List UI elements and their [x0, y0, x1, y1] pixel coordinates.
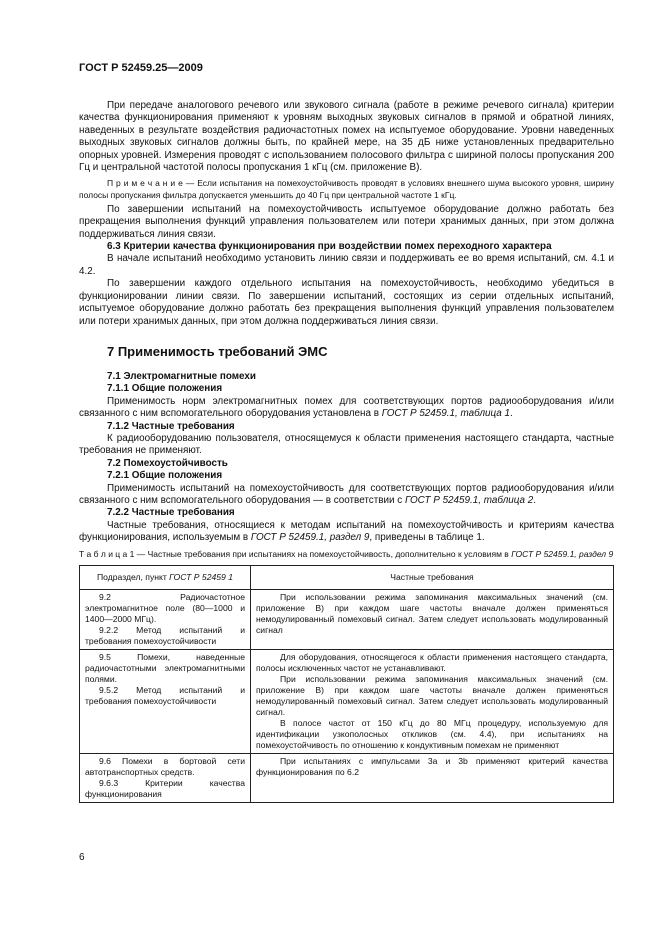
table-header-row: [80, 565, 614, 589]
paragraph-user-equipment: К радиооборудованию пользователя, относящемуся к области применения настоящего стандарта, частные требования не применяют.: [79, 432, 614, 457]
text-part: .: [533, 494, 536, 506]
table-cell-subsection: [80, 589, 251, 649]
table-cell-subsection: [80, 753, 251, 802]
text-part: .: [510, 408, 513, 420]
page-number: 6: [79, 852, 85, 863]
paragraph-analog-signal: При передаче аналогового речевого или звукового сигнала (работе в режиме речевого сигнала) критерии качества функционирования применяют к уровням выходных звуковых сигналов в прямой и обратной линиях, наведенных в результате воздействия радиочастотных помех на испытуемое оборудование. Уровни наведенных выходных звуковых сигналов должны быть, по крайней мере, на 35 дБ ниже установленных предварительно опорных уровней. Измерения проводят с использованием полосового фильтра с шириной полосы пропускания 200 Гц и центральной частотой полосы пропускания 1 кГц (см. приложение В).: [79, 100, 614, 174]
heading-7-2-2: 7.2.2 Частные требования: [107, 507, 235, 519]
heading-7-1-1: 7.1.1 Общие положения: [107, 383, 223, 395]
cell-line: При использовании режима запоминания максимальных значений (см. приложение В) при каждом шаге частоты вначале должен применяться немодулированный помеховый сигнал. Затем следует использовать модулированный сигнал.: [256, 673, 608, 717]
caption-label: Т а б л и ц а 1: [79, 548, 135, 559]
paragraph-start-tests: В начале испытаний необходимо установить линию связи и поддерживать ее во время испытаний, см. 4.1 и 4.2.: [79, 253, 614, 277]
cell-line: 9.2 Радиочастотное электромагнитное поле (80—1000 и 1400—2000 МГц).: [85, 591, 245, 624]
table-caption: [79, 549, 614, 560]
header-reference: ГОСТ Р 52459 1: [169, 571, 233, 582]
text-part: , приведены в таблице 1.: [369, 532, 485, 544]
note-text: Если испытания на помехоустойчивость проводят в условиях внешнего шума высокого уровня, ширину полосы пропускания фильтра допускается уменьшить до 40 Гц при центральной частоте 1 кГц.: [79, 178, 615, 200]
cell-line: 9.2.2 Метод испытаний и требования помехоустойчивости: [85, 624, 245, 646]
reference: ГОСТ Р 52459.1, таблица 1: [381, 408, 510, 420]
heading-7-2-1: 7.2.1 Общие положения: [107, 470, 223, 482]
paragraph-after-tests: По завершении испытаний на помехоустойчивость испытуемое оборудование должно работать без прекращения выполнения функций управления пользователем или потери хранимых данных, при этом должна поддерживаться линия связи.: [79, 203, 614, 240]
table-row: [80, 589, 614, 649]
table-cell-subsection: [80, 649, 251, 753]
reference: ГОСТ Р 52459.1, раздел 9: [250, 532, 370, 544]
heading-6-3: 6.3 Критерии качества функционирования при воздействии помех переходного характера: [107, 241, 552, 253]
document-page: [79, 62, 614, 803]
table-row: [80, 753, 614, 802]
cell-line: В полосе частот от 150 кГц до 80 МГц процедуру, используемую для идентификации узкополосных откликов (см. 4.4), при испытаниях на помехоустойчивость по отношению к кондуктивным помехам не применяют: [256, 717, 608, 750]
table-cell-requirements: [251, 589, 614, 649]
note-label: П р и м е ч а н и е —: [107, 178, 195, 189]
requirements-table: [79, 565, 614, 803]
text-part: Применимость испытаний на помехоустойчивость для соответствующих портов радиооборудования и/или связанного с ним вспомогательного оборудования — в соответствии с: [79, 482, 614, 506]
cell-line: 9.6 Помехи в бортовой сети автотранспортных средств.: [85, 755, 245, 777]
cell-line: 9.5 Помехи, наведенные радиочастотными электромагнитными полями.: [85, 651, 245, 684]
heading-section-7: 7 Применимость требований ЭМС: [107, 343, 328, 359]
caption-text: — Частные требования при испытаниях на помехоустойчивость, дополнительно к условиям в: [134, 548, 512, 559]
paragraph-each-test: По завершении каждого отдельного испытания на помехоустойчивость, необходимо убедиться в функционировании линии связи. По завершении испытаний, состоящих из серии отдельных испытаний, испытуемое оборудование должно работать без прекращения выполнения функций управления пользователем или потери хранимых данных, при этом должна поддерживаться линия связи.: [79, 278, 614, 327]
heading-7-2: 7.2 Помехоустойчивость: [107, 457, 228, 469]
paragraph-specific-requirements: [79, 520, 614, 545]
heading-7-1-2: 7.1.2 Частные требования: [107, 420, 235, 432]
heading-7-1: 7.1 Электромагнитные помехи: [107, 370, 256, 382]
caption-reference: ГОСТ Р 52459.1, раздел 9: [511, 548, 614, 559]
reference: ГОСТ Р 52459.1, таблица 2: [404, 494, 534, 506]
text-part: Частные требования, относящиеся к методам испытаний на помехоустойчивость и критериям качества функционирования, используемым в: [79, 519, 614, 544]
cell-line: 9.6.3 Критерии качества функционирования: [85, 777, 245, 799]
col2-header: Частные требования: [251, 565, 614, 589]
table-cell-requirements: [251, 649, 614, 753]
table-cell-requirements: [251, 753, 614, 802]
header-text: Подраздел, пункт: [97, 571, 170, 582]
document-header: ГОСТ Р 52459.25—2009: [79, 62, 203, 74]
text-part: Применимость норм электромагнитных помех для соответствующих портов радиооборудования и/или связанного с ним вспомогательного оборудования установлена в: [79, 395, 614, 420]
cell-line: Для оборудования, относящегося к области применения настоящего стандарта, полосы исключенных частот не устанавливают.: [256, 651, 608, 673]
note: [79, 178, 614, 200]
table-row: [80, 649, 614, 753]
cell-line: При использовании режима запоминания максимальных значений (см. приложение В) при каждом шаге частоты вначале должен применяться немодулированный помеховый сигнал. Затем следует использовать модулированный сигнал: [256, 591, 608, 635]
paragraph-emission-applicability: [79, 396, 614, 421]
cell-line: При испытаниях с импульсами 3а и 3b применяют критерий качества функционирования по 6.2: [256, 755, 608, 777]
col1-header: [80, 565, 251, 589]
cell-line: 9.5.2 Метод испытаний и требования помехоустойчивости: [85, 684, 245, 706]
paragraph-immunity-applicability: [79, 483, 614, 508]
